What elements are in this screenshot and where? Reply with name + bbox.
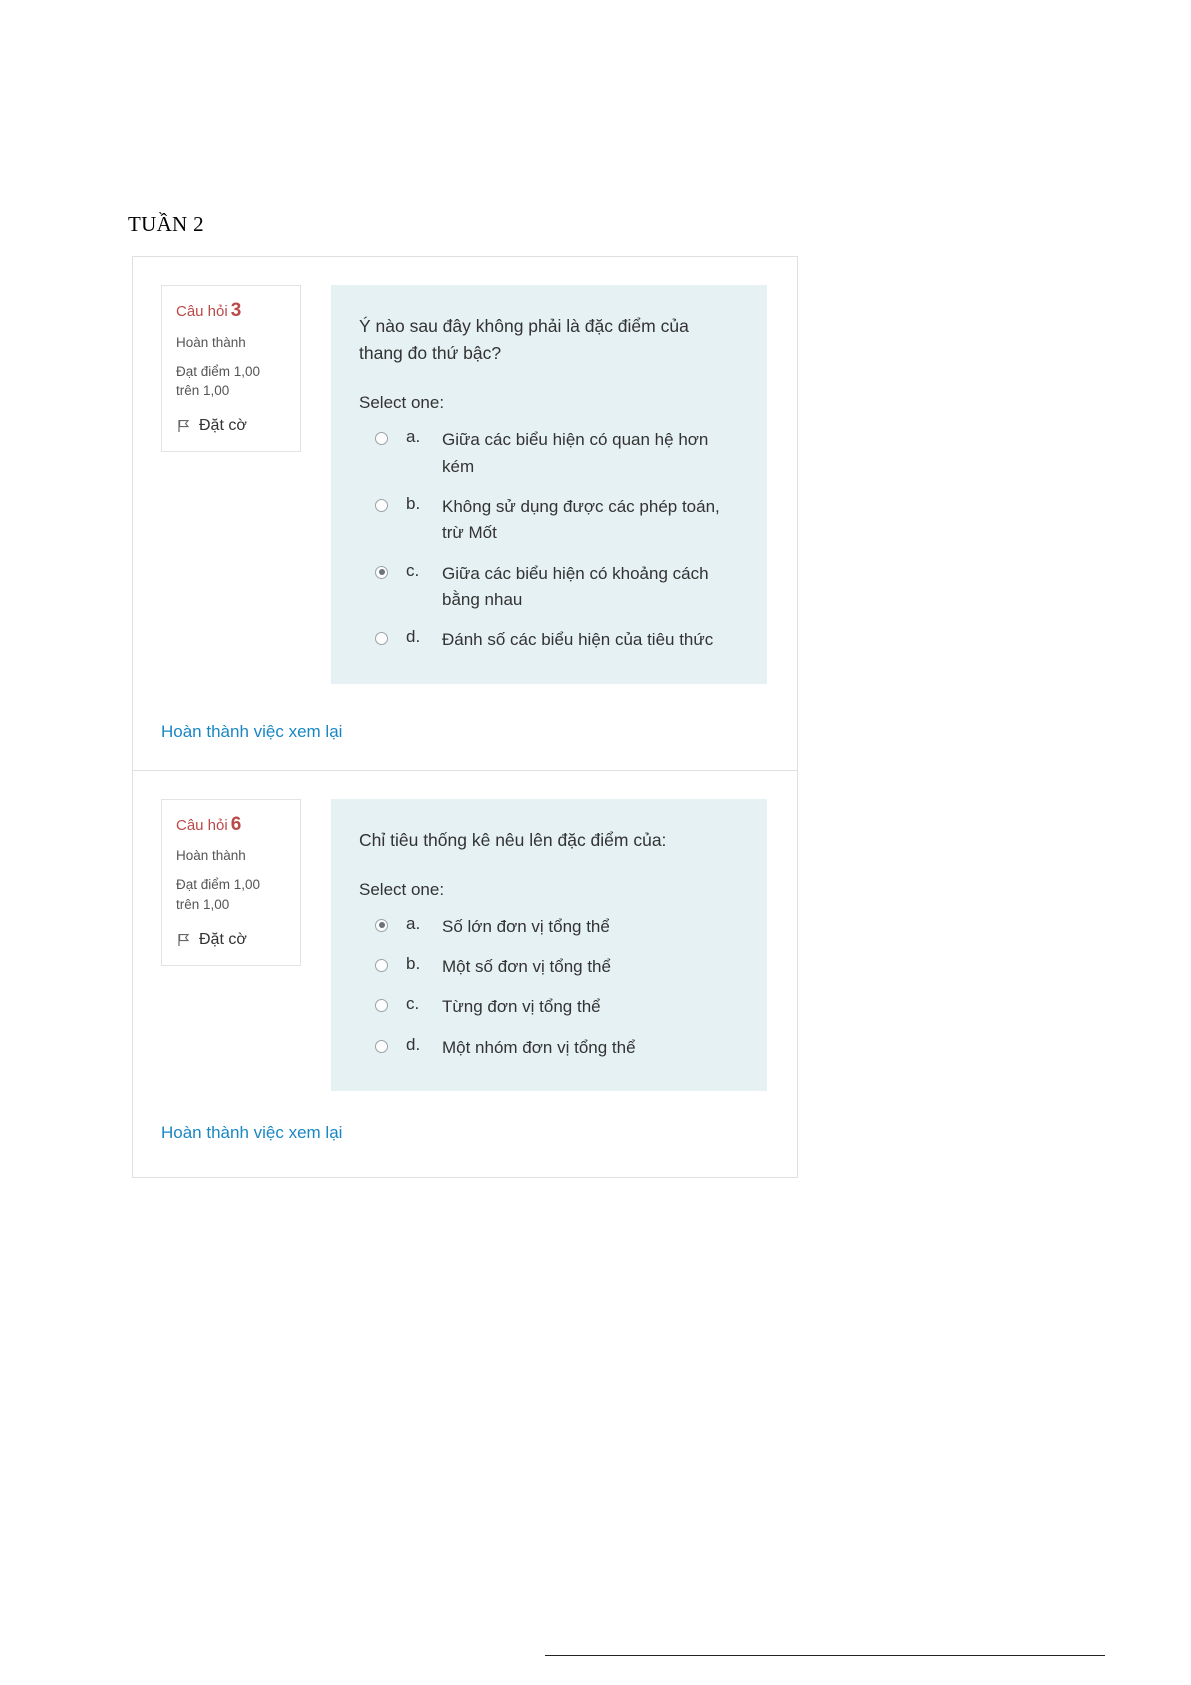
- question-number: 6: [230, 813, 242, 835]
- question-body: [133, 257, 797, 684]
- answer-text: Một nhóm đơn vị tổng thể: [442, 1037, 636, 1057]
- answer-option[interactable]: [359, 994, 737, 1020]
- question-label-text: Câu hỏi: [176, 303, 228, 320]
- question-label: [176, 814, 286, 837]
- question-panel: [331, 799, 767, 1092]
- answer-list: [359, 914, 737, 1061]
- answer-text: Một số đơn vị tổng thể: [442, 957, 611, 977]
- answer-letter: d.: [406, 1034, 421, 1054]
- flag-label: Đặt cờ: [199, 416, 247, 434]
- question-panel: [331, 285, 767, 684]
- flag-icon: [176, 932, 192, 948]
- answer-letter: c.: [406, 560, 420, 580]
- question-info-box: [161, 285, 301, 452]
- question-block: [133, 771, 797, 1178]
- answer-letter: d.: [406, 627, 421, 647]
- flag-label: Đặt cờ: [199, 930, 247, 948]
- answer-letter: a.: [406, 913, 421, 933]
- question-text: Chỉ tiêu thống kê nêu lên đặc điểm của:: [359, 829, 667, 850]
- answer-letter: b.: [406, 493, 421, 513]
- answer-option[interactable]: [359, 1035, 737, 1061]
- finish-review-link[interactable]: Hoàn thành việc xem lại: [161, 721, 343, 741]
- answer-text: Số lớn đơn vị tổng thể: [442, 916, 610, 936]
- question-state: Hoàn thành: [176, 334, 246, 350]
- answer-text: Đánh số các biểu hiện của tiêu thức: [442, 630, 714, 650]
- select-one-label: Select one:: [359, 393, 445, 413]
- answer-text: Không sử dụng được các phép toán, trừ Mốt: [442, 496, 720, 543]
- radio-button[interactable]: [375, 1040, 388, 1053]
- answer-option[interactable]: [359, 427, 737, 480]
- quiz-container: [132, 256, 798, 1178]
- answer-option[interactable]: [359, 627, 737, 653]
- question-body: [133, 771, 797, 1092]
- flag-question-button[interactable]: [176, 931, 286, 949]
- question-text: Ý nào sau đây không phải là đặc điểm của thang đo thứ bậc?: [359, 316, 689, 364]
- answer-text: Giữa các biểu hiện có quan hệ hơn kém: [442, 430, 709, 476]
- answer-letter: c.: [406, 994, 420, 1014]
- radio-button[interactable]: [375, 959, 388, 972]
- question-grade: Đạt điểm 1,00 trên 1,00: [176, 877, 261, 913]
- question-label: [176, 300, 286, 323]
- question-label-text: Câu hỏi: [176, 816, 228, 834]
- answer-option[interactable]: [359, 561, 737, 614]
- question-grade: Đạt điểm 1,00 trên 1,00: [176, 363, 261, 399]
- flag-icon: [176, 418, 192, 434]
- answer-option[interactable]: [359, 954, 737, 980]
- question-number: 3: [230, 300, 242, 321]
- radio-button-selected[interactable]: [375, 566, 388, 579]
- answer-letter: a.: [406, 427, 421, 447]
- radio-button[interactable]: [375, 632, 388, 645]
- flag-question-button[interactable]: [176, 417, 286, 435]
- question-block: [133, 257, 797, 771]
- radio-button[interactable]: [375, 499, 388, 512]
- question-state: Hoàn thành: [176, 848, 246, 864]
- answer-option[interactable]: [359, 494, 737, 547]
- footer-divider: [545, 1655, 1105, 1656]
- select-one-label: Select one:: [359, 879, 445, 899]
- finish-review-link[interactable]: Hoàn thành việc xem lại: [161, 1123, 343, 1143]
- radio-button-selected[interactable]: [375, 919, 388, 932]
- answer-option[interactable]: [359, 914, 737, 940]
- radio-button[interactable]: [375, 432, 388, 445]
- answer-text: Từng đơn vị tổng thể: [442, 997, 601, 1017]
- answer-letter: b.: [406, 954, 421, 974]
- page-title: TUẦN 2: [128, 212, 204, 236]
- answer-list: [359, 427, 737, 653]
- radio-button[interactable]: [375, 999, 388, 1012]
- answer-text: Giữa các biểu hiện có khoảng cách bằng nhau: [442, 563, 709, 609]
- question-info-box: [161, 799, 301, 966]
